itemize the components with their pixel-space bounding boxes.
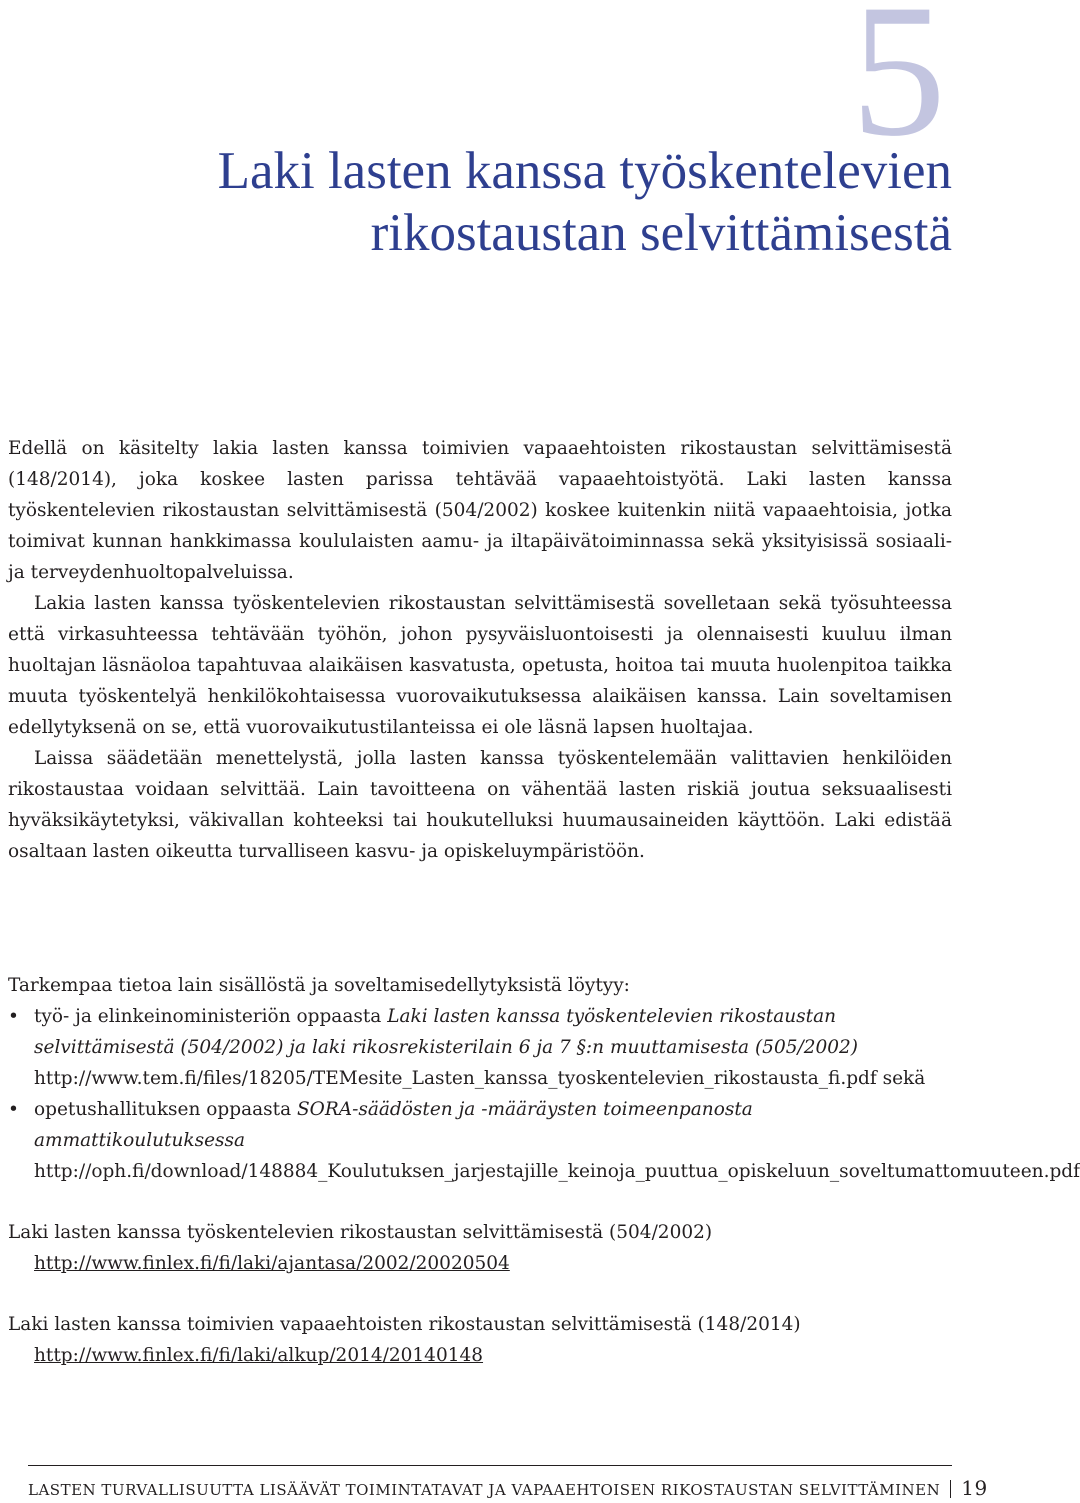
law-reference xyxy=(8,1309,952,1371)
page-title xyxy=(12,140,952,264)
law-name: Laki lasten kanssa työskentelevien rikostaustan selvittämisestä (504/2002) xyxy=(8,1222,713,1243)
sources-list xyxy=(8,1001,1080,1187)
paragraph-scope: Lakia lasten kanssa työskentelevien rikostaustan selvittämisestä sovelletaan sekä työsuhteessa että virkasuhteessa tehtävään työhön, johon pysyväisluontoisesti ja olennaisesti kuuluu ilman huoltajan läsnäoloa tapahtuvaa alaikäisen kasvatusta, opetusta, hoitoa tai muuta huolenpitoa taikka muuta työskentelyä henkilökohtaisessa vuorovaikutuksessa alaikäisen kanssa. Lain soveltamisen edellytyksenä on se, että vuorovaikutustilanteissa ei ole läsnä lapsen huoltajaa. xyxy=(8,593,952,738)
law-link[interactable]: http://www.finlex.fi/fi/laki/ajantasa/2002/20020504 xyxy=(34,1253,510,1274)
bullet-icon: • xyxy=(8,1006,19,1027)
list-item xyxy=(8,1094,1080,1187)
page-title-line-2: rikostaustan selvittämisestä xyxy=(370,204,952,262)
source-lead: opetushallituksen oppaasta xyxy=(34,1099,297,1120)
law-link[interactable]: http://www.finlex.fi/fi/laki/alkup/2014/20140148 xyxy=(34,1345,484,1366)
list-item xyxy=(8,1001,952,1094)
page-title-line-1: Laki lasten kanssa työskentelevien xyxy=(217,142,952,200)
chapter-number: 5 xyxy=(851,0,946,176)
source-url[interactable]: http://oph.fi/download/148884_Koulutuksen_jarjestajille_keinoja_puuttua_opiskeluun_soveltumattomuuteen.pdf xyxy=(34,1161,1080,1182)
source-url[interactable]: http://www.tem.fi/files/18205/TEMesite_Lasten_kanssa_tyoskentelevien_rikostausta_fi.pdf xyxy=(34,1068,877,1089)
law-name: Laki lasten kanssa toimivien vapaaehtoisten rikostaustan selvittämisestä (148/2014) xyxy=(8,1314,801,1335)
sources-intro: Tarkempaa tietoa lain sisällöstä ja soveltamisedellytyksistä löytyy: xyxy=(8,975,630,996)
law-reference xyxy=(8,1217,952,1279)
source-title: Laki lasten kanssa työskentelevien rikostaustan selvittämisestä (504/2002) ja laki rikosrekisterilain 6 ja 7 §:n muuttamisesta (505/2002) xyxy=(34,1006,859,1058)
sources-section xyxy=(8,970,1080,1371)
footer-divider xyxy=(950,1480,951,1498)
body-text xyxy=(8,433,952,867)
page-number: 19 xyxy=(961,1476,988,1500)
source-tail: sekä xyxy=(876,1068,926,1089)
running-title: LASTEN TURVALLISUUTTA LISÄÄVÄT TOIMINTATAVAT JA VAPAAEHTOISEN RIKOSTAUSTAN SELVITTÄMINEN xyxy=(28,1481,941,1499)
page-footer xyxy=(28,1465,988,1500)
source-title: SORA-säädösten ja -määräysten toimeenpanosta ammattikoulutuksessa xyxy=(34,1099,753,1151)
paragraph-intro: Edellä on käsitelty lakia lasten kanssa toimivien vapaaehtoisten rikostaustan selvittämisestä (148/2014), joka koskee lasten parissa tehtävää vapaaehtoistyötä. Laki lasten kanssa työskentelevien rikostaustan selvittämisestä (504/2002) koskee kuitenkin niitä vapaaehtoisia, jotka toimivat kunnan hankkimassa koululaisten aamu- ja iltapäivätoiminnassa sekä yksityisissä sosiaali- ja terveydenhuoltopalveluissa. xyxy=(8,438,952,583)
bullet-icon: • xyxy=(8,1099,19,1120)
source-lead: työ- ja elinkeinoministeriön oppaasta xyxy=(34,1006,388,1027)
paragraph-purpose: Laissa säädetään menettelystä, jolla lasten kanssa työskentelemään valittavien henkilöiden rikostaustaa voidaan selvittää. Lain tavoitteena on vähentää lasten riskiä joutua seksuaalisesti hyväksikäytetyksi, väkivallan kohteeksi tai houkutelluksi huumausaineiden käyttöön. Laki edistää osaltaan lasten oikeutta turvalliseen kasvu- ja opiskeluympäristöön. xyxy=(8,748,952,862)
